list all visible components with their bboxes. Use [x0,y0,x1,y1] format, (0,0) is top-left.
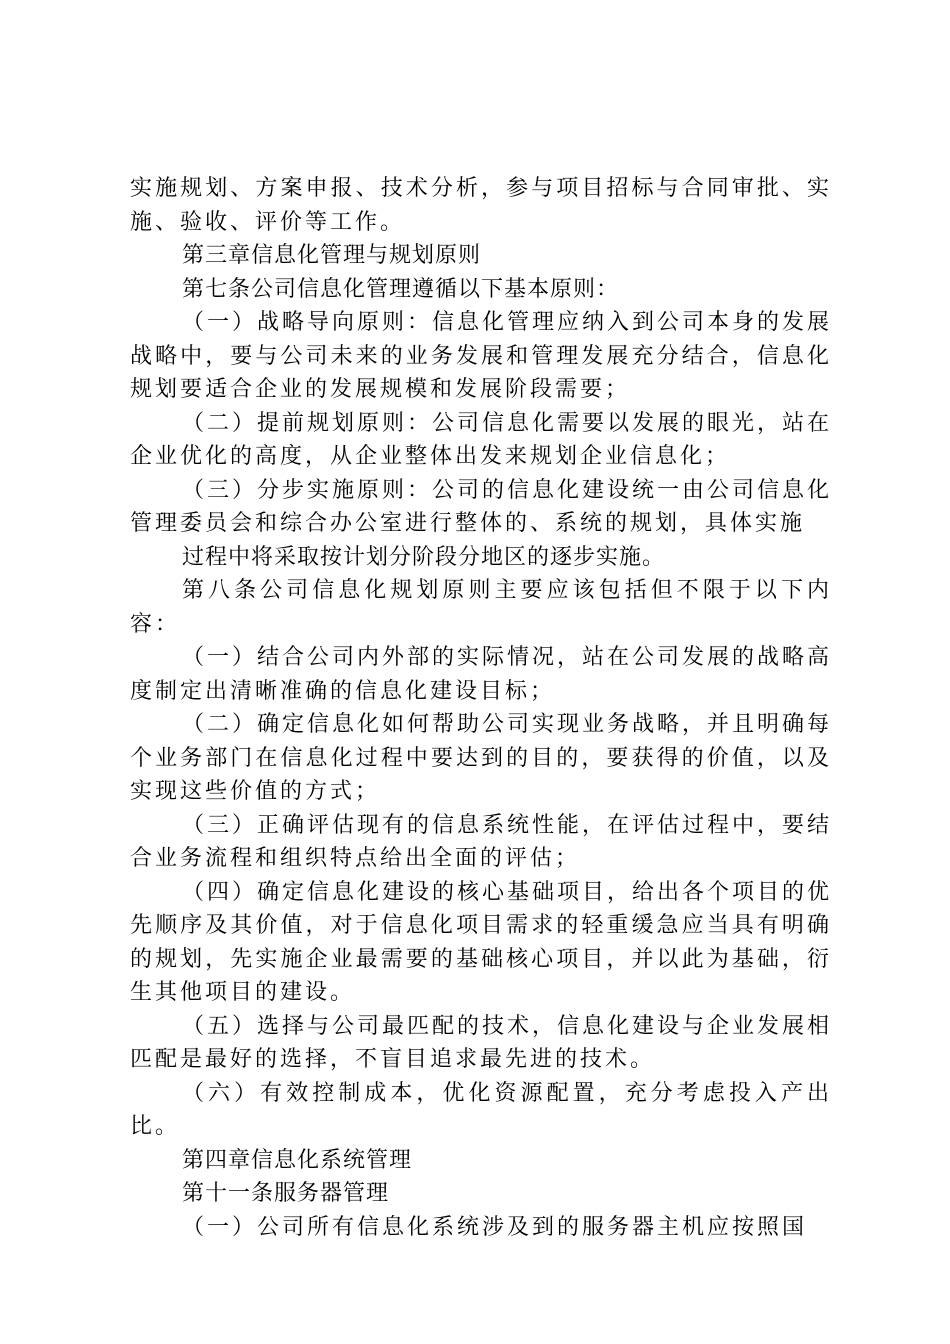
paragraph-continuation: 实施规划、方案申报、技术分析，参与项目招标与合同审批、实施、验收、评价等工作。 [130,176,832,235]
chapter-heading-3: 第三章信息化管理与规划原则 [182,243,482,268]
principle-1: （一）战略导向原则：信息化管理应纳入到公司本身的发展战略中，要与公司未来的业务发展和管理发展充分结合，信息化规划要适合企业的发展规模和发展阶段需要； [130,310,833,402]
chapter-heading-4: 第四章信息化系统管理 [182,1147,413,1173]
principle-3: （三）分步实施原则：公司的信息化建设统一由公司信息化管理委员会和综合办公室进行整体的、系统的规划，具体实施 [130,477,833,536]
document-body [130,172,832,1244]
planning-item-3: （三）正确评估现有的信息系统性能，在评估过程中，要结合业务流程和组织特点给出全面的评估； [130,812,833,871]
planning-item-2: （二）确定信息化如何帮助公司实现业务战略，并且明确每个业务部门在信息化过程中要达到的目的，要获得的价值，以及实现这些价值的方式； [130,712,833,804]
planning-item-5: （五）选择与公司最匹配的技术，信息化建设与企业发展相匹配是最好的选择，不盲目追求最先进的技术。 [130,1013,833,1072]
planning-item-4: （四）确定信息化建设的核心基础项目，给出各个项目的优先顺序及其价值，对于信息化项目需求的轻重缓急应当具有明确的规划，先实施企业最需要的基础核心项目，并以此为基础，衍生其他项目的建设。 [130,879,833,1005]
article-7-heading: 第七条公司信息化管理遵循以下基本原则： [182,276,620,302]
planning-item-6: （六）有效控制成本，优化资源配置，充分考虑投入产出比。 [130,1080,832,1139]
principle-3-continued: 过程中将采取按计划分阶段分地区的逐步实施。 [182,544,666,570]
article-11-heading: 第十一条服务器管理 [182,1181,390,1206]
article-8-heading: 第八条公司信息化规划原则主要应该包括但不限于以下内容： [130,578,832,637]
server-item-1: （一）公司所有信息化系统涉及到的服务器主机应按照国 [182,1214,808,1240]
planning-item-1: （一）结合公司内外部的实际情况，站在公司发展的战略高度制定出清晰准确的信息化建设目标； [130,645,833,704]
principle-2: （二）提前规划原则：公司信息化需要以发展的眼光，站在企业优化的高度，从企业整体出发来规划企业信息化； [130,410,833,469]
